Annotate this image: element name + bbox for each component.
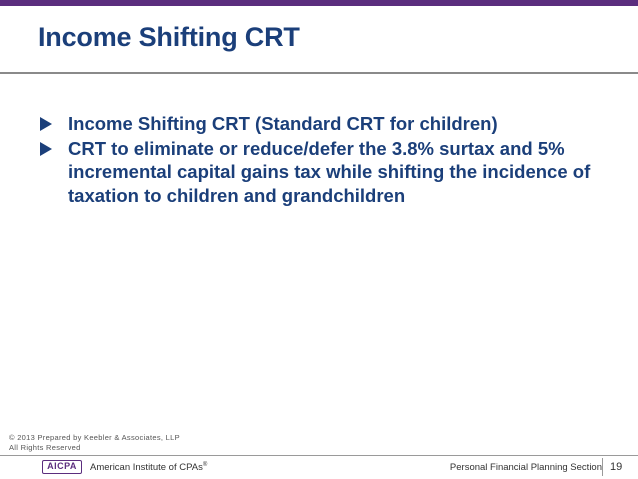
footer-divider <box>0 455 638 456</box>
bullet-item <box>38 137 598 208</box>
footer <box>0 455 638 479</box>
bullet-list <box>38 112 598 208</box>
organization-name-text: American Institute of CPAs <box>90 462 203 474</box>
registered-mark: ® <box>202 462 208 468</box>
top-accent-bar <box>0 0 638 6</box>
copyright-notice <box>9 433 180 453</box>
triangle-bullet-icon <box>40 117 52 131</box>
rights-line: All Rights Reserved <box>9 443 81 452</box>
slide-title: Income Shifting CRT <box>38 22 300 52</box>
organization-name <box>90 462 207 473</box>
page-number-divider <box>602 458 603 476</box>
bullet-item <box>38 112 598 136</box>
title-divider <box>0 72 638 74</box>
copyright-line: © 2013 Prepared by Keebler & Associates, LLP <box>9 433 180 442</box>
aicpa-logo: AICPA <box>42 460 82 474</box>
triangle-bullet-icon <box>40 142 52 156</box>
bullet-text: CRT to eliminate or reduce/defer the 3.8% surtax and 5% incremental capital gains tax while shifting the incidence of taxation to children and grandchildren <box>68 137 591 206</box>
page-number: 19 <box>610 461 623 473</box>
section-name: Personal Financial Planning Section <box>449 462 602 473</box>
bullet-text: Income Shifting CRT (Standard CRT for children) <box>68 113 498 134</box>
